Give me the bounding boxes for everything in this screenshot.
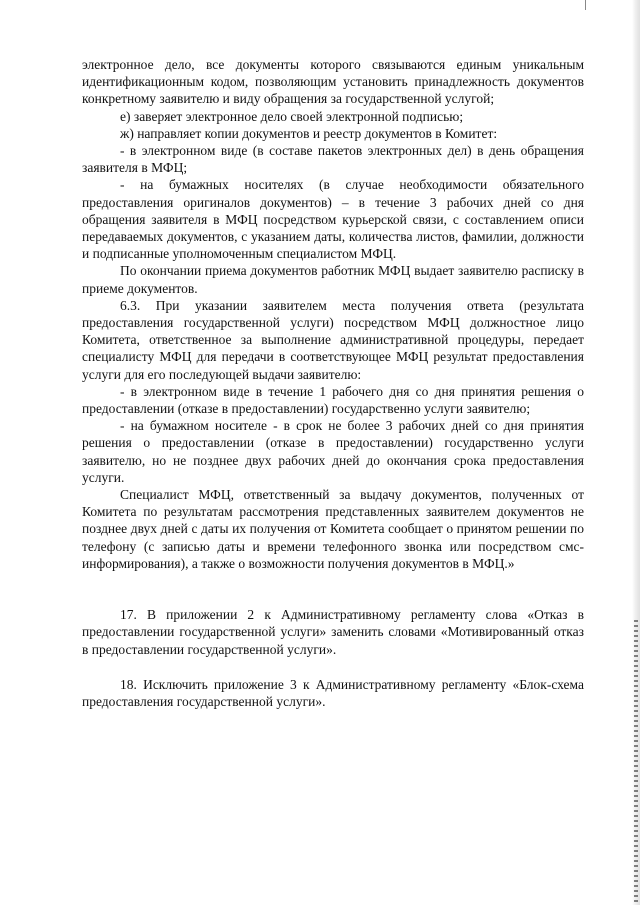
paragraph-electronic-form: - в электронном виде (в составе пакетов электронных дел) в день обращения заявителя в МФЦ; <box>82 143 584 176</box>
paragraph-zh: ж) направляет копии документов и реестр документов в Комитет: <box>120 125 498 141</box>
paragraph-e: е) заверяет электронное дело своей электронной подписью; <box>120 108 464 124</box>
paragraph-mfc-specialist: Специалист МФЦ, ответственный за выдачу документов, полученных от Комитета по результатам рассмотрения представленных заявителем документов не позднее двух дней с даты их получения от Комитета сообщает о принятом решении по телефону (с записью даты и времени телефонного звонка или посредством смс-информирования), а также о возможности получения документов в МФЦ.» <box>82 487 584 571</box>
document-body <box>82 56 584 710</box>
paragraph-paper-3-days: - на бумажном носителе - в срок не более 3 рабочих дней со дня принятия решения о предоставлении (отказе в предоставлении) государственно услуги заявителю, но не позднее двух рабочих дней до окончания срока предоставления услуги. <box>82 418 584 485</box>
scan-edge-marks <box>634 620 638 905</box>
scan-mark <box>585 0 586 10</box>
paragraph-receipt: По окончании приема документов работник МФЦ выдает заявителю расписку в приеме документов. <box>82 263 584 296</box>
paragraph-electronic-1-day: - в электронном виде в течение 1 рабочего дня со дня принятия решения о предоставлении (отказе в предоставлении) государственно услуги заявителю; <box>82 383 584 417</box>
paragraph-6-3: 6.3. При указании заявителем места получения ответа (результата предоставления государственной услуги) посредством МФЦ должностное лицо Комитета, ответственное за выполнение административной процедуры, передает специалисту МФЦ для передачи в соответствующее МФЦ результат предоставления услуги для его последующей выдачи заявителю: <box>82 297 584 382</box>
paragraph-17: 17. В приложении 2 к Административному регламенту слова «Отказ в предоставлении государственной услуги» заменить словами «Мотивированный отказ в предоставлении государственной услуги». <box>82 607 584 657</box>
paragraph-18: 18. Исключить приложение 3 к Административному регламенту «Блок-схема предоставления государственной услуги». <box>82 676 584 709</box>
paragraph-electronic-case: электронное дело, все документы которого связываются единым уникальным идентификационным кодом, позволяющим установить принадлежность документов конкретному заявителю и виду обращения за государственной услугой; <box>82 57 584 107</box>
paragraph-paper-media: - на бумажных носителях (в случае необходимости обязательного предоставления оригиналов документов) – в течение 3 рабочих дней со дня обращения заявителя в МФЦ посредством курьерской связи, с составлением описи передаваемых документов, с указанием даты, количества листов, фамилии, должности и подписанные уполномоченным специалистом МФЦ. <box>82 177 584 262</box>
